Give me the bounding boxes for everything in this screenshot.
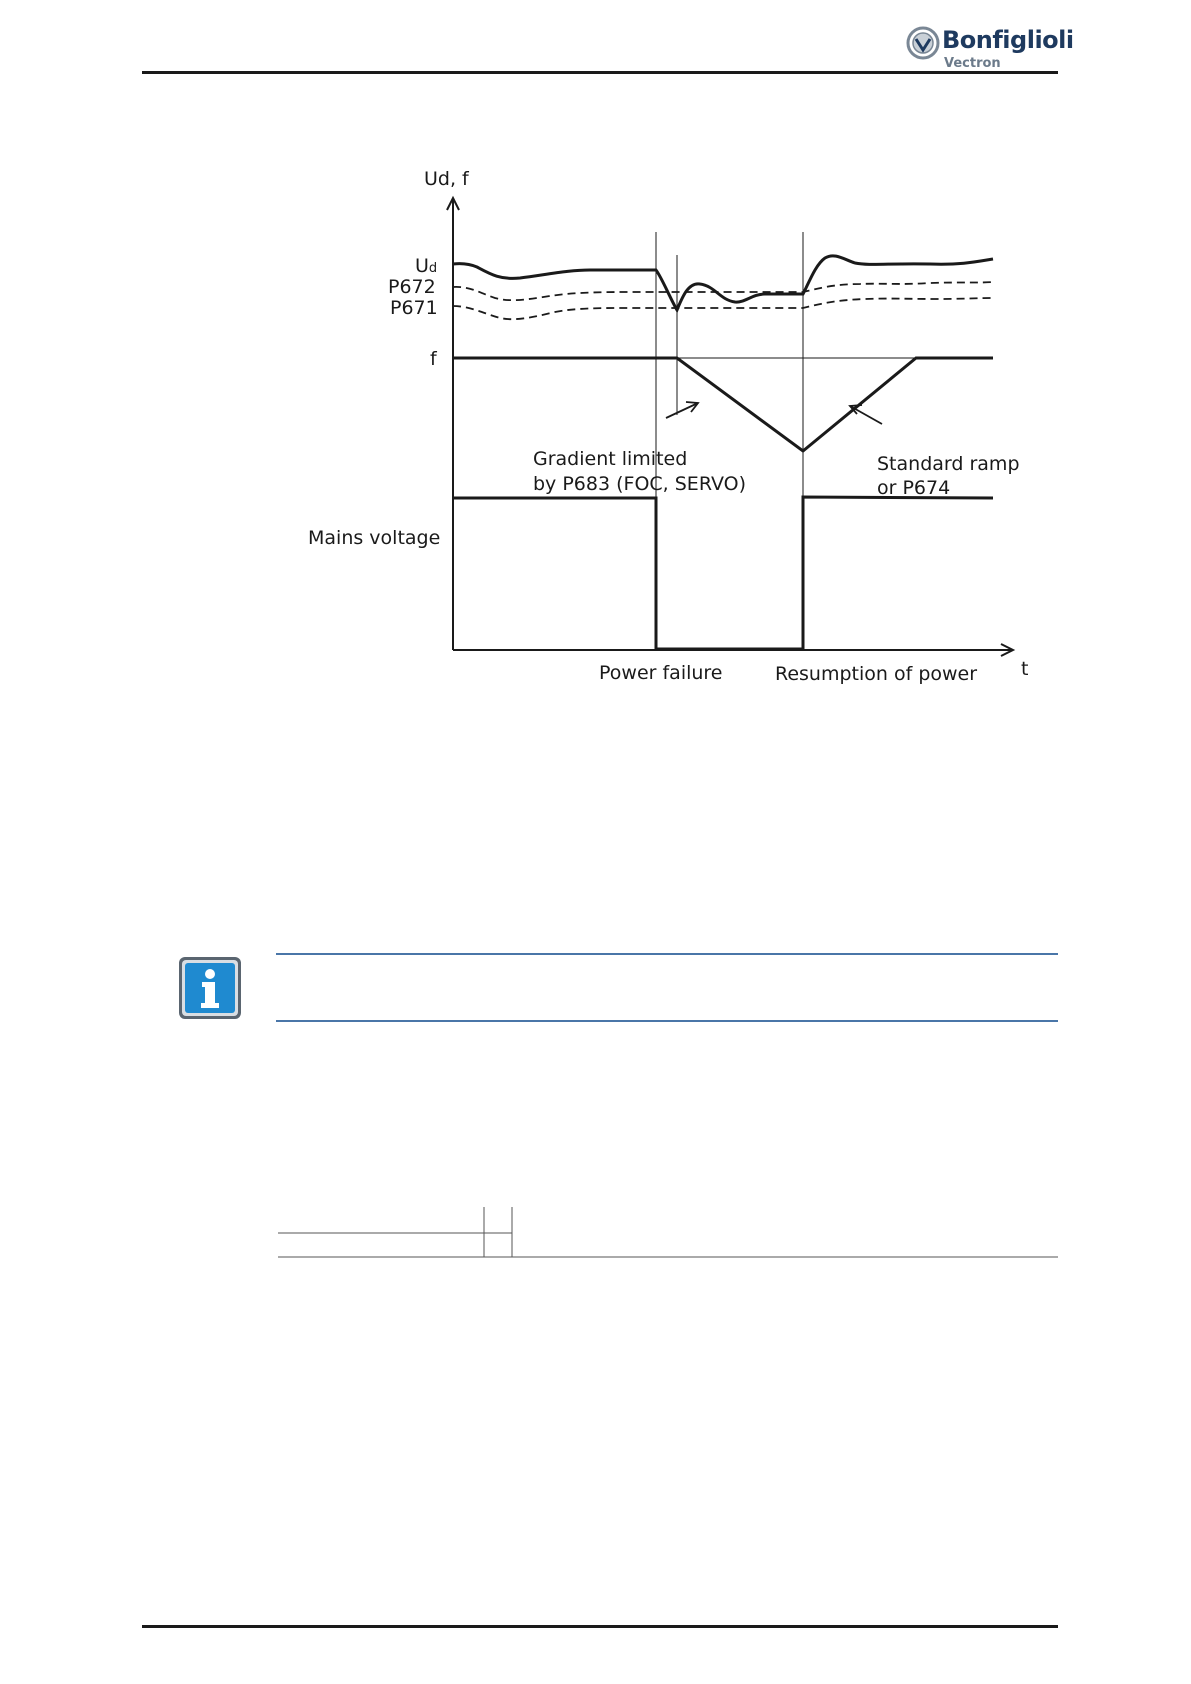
bonfiglioli-logo-icon — [906, 26, 940, 60]
mains-voltage-curve — [453, 497, 993, 649]
info-box-top-rule — [276, 953, 1058, 955]
logo-wordmark: Bonfiglioli — [942, 26, 1074, 54]
header-logo — [906, 24, 1074, 72]
info-box-bottom-rule — [276, 1020, 1058, 1022]
p672-label: P672 — [388, 276, 436, 298]
parameter-table — [278, 1207, 1058, 1262]
info-icon — [177, 955, 243, 1021]
axis-y-label: Ud, f — [424, 170, 469, 190]
ramp-arrow — [850, 406, 882, 424]
header-divider — [142, 71, 1058, 74]
mains-voltage-label: Mains voltage — [308, 527, 441, 549]
ud-label: Ud — [415, 255, 438, 277]
power-failure-label: Power failure — [599, 662, 723, 684]
ramp-label-line2: or P674 — [877, 477, 951, 499]
resumption-label: Resumption of power — [775, 663, 978, 685]
f-curve — [453, 358, 993, 451]
f-label: f — [430, 348, 437, 370]
power-failure-diagram — [290, 170, 1050, 700]
gradient-label-line1: Gradient limited — [533, 448, 688, 470]
gradient-label-line2: by P683 (FOC, SERVO) — [533, 473, 747, 495]
axis-x-label: t — [1021, 658, 1029, 680]
footer-divider — [142, 1625, 1058, 1628]
p671-label: P671 — [390, 297, 438, 319]
p671-curve — [453, 298, 993, 319]
ramp-label-line1: Standard ramp — [877, 453, 1020, 475]
logo-subtitle: Vectron — [944, 56, 1001, 71]
